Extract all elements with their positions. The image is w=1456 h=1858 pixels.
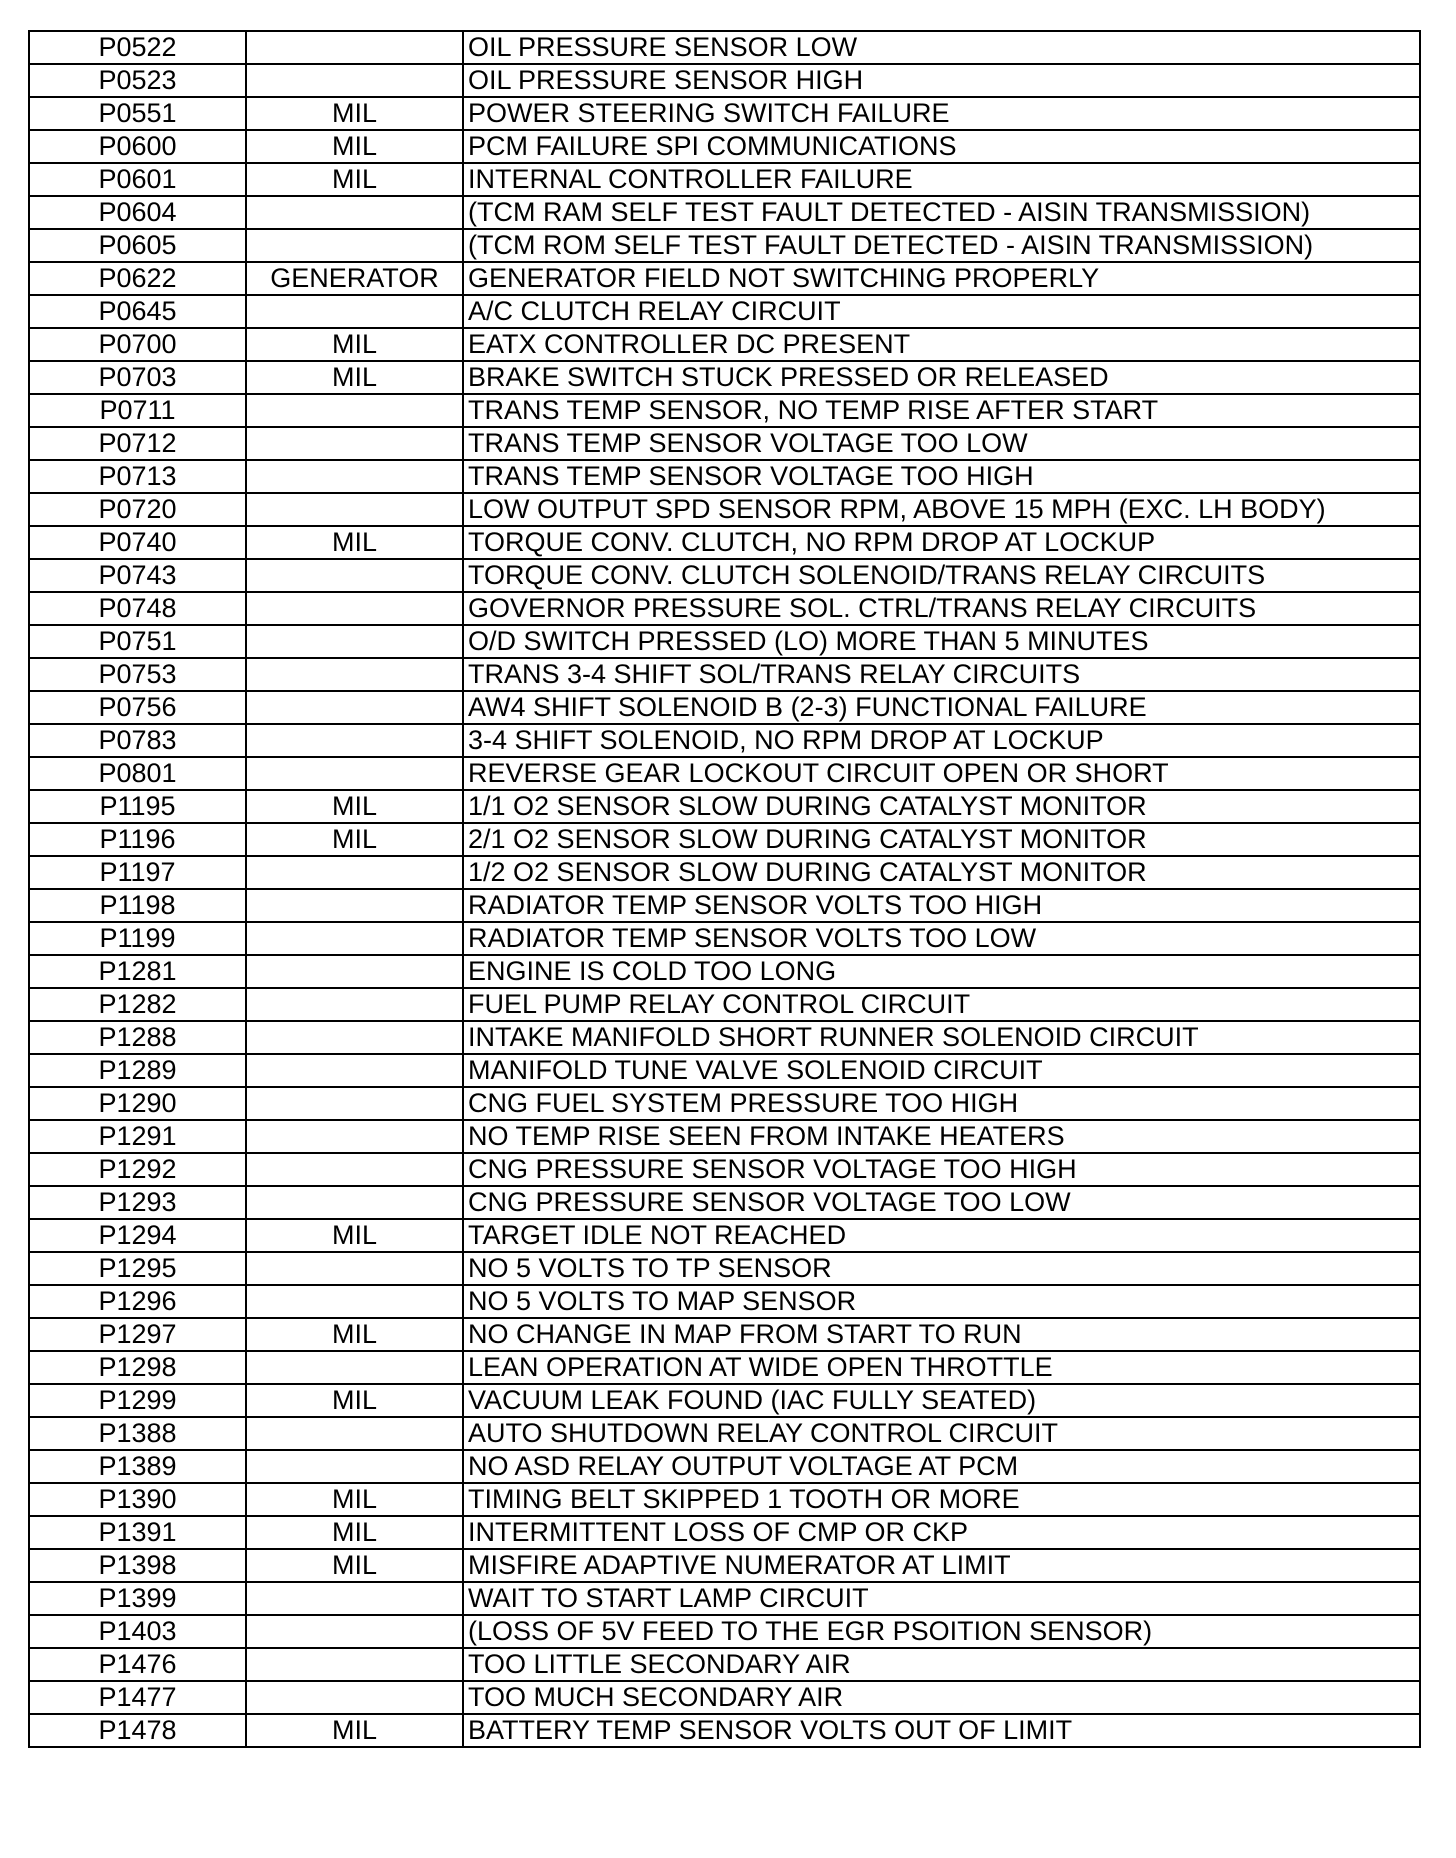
dtc-code-cell: P0713 [29, 460, 246, 493]
mil-indicator-cell [246, 229, 463, 262]
fault-description-cell: AUTO SHUTDOWN RELAY CONTROL CIRCUIT [463, 1417, 1420, 1450]
dtc-code-cell: P1292 [29, 1153, 246, 1186]
table-row [29, 1087, 1420, 1120]
fault-description-cell: TRANS TEMP SENSOR, NO TEMP RISE AFTER START [463, 394, 1420, 427]
mil-indicator-cell [246, 1054, 463, 1087]
fault-description-cell: ENGINE IS COLD TOO LONG [463, 955, 1420, 988]
mil-indicator-cell [246, 1285, 463, 1318]
table-row [29, 64, 1420, 97]
table-row [29, 823, 1420, 856]
fault-description-cell: (LOSS OF 5V FEED TO THE EGR PSOITION SENSOR) [463, 1615, 1420, 1648]
mil-indicator-cell [246, 64, 463, 97]
table-row [29, 295, 1420, 328]
mil-indicator-cell [246, 1582, 463, 1615]
mil-indicator-cell: MIL [246, 1483, 463, 1516]
fault-description-cell: GENERATOR FIELD NOT SWITCHING PROPERLY [463, 262, 1420, 295]
fault-description-cell: NO CHANGE IN MAP FROM START TO RUN [463, 1318, 1420, 1351]
mil-indicator-cell [246, 460, 463, 493]
dtc-code-cell: P1298 [29, 1351, 246, 1384]
fault-description-cell: TRANS 3-4 SHIFT SOL/TRANS RELAY CIRCUITS [463, 658, 1420, 691]
mil-indicator-cell [246, 394, 463, 427]
dtc-code-cell: P1391 [29, 1516, 246, 1549]
table-row [29, 196, 1420, 229]
fault-description-cell: CNG FUEL SYSTEM PRESSURE TOO HIGH [463, 1087, 1420, 1120]
table-row [29, 394, 1420, 427]
table-row [29, 1549, 1420, 1582]
table-row [29, 328, 1420, 361]
table-row [29, 229, 1420, 262]
table-row [29, 163, 1420, 196]
table-row [29, 1351, 1420, 1384]
mil-indicator-cell [246, 922, 463, 955]
dtc-code-cell: P1388 [29, 1417, 246, 1450]
dtc-code-cell: P1476 [29, 1648, 246, 1681]
mil-indicator-cell: MIL [246, 1549, 463, 1582]
table-row [29, 1384, 1420, 1417]
dtc-code-cell: P1293 [29, 1186, 246, 1219]
table-row [29, 658, 1420, 691]
mil-indicator-cell: MIL [246, 361, 463, 394]
table-row [29, 1681, 1420, 1714]
fault-description-cell: MISFIRE ADAPTIVE NUMERATOR AT LIMIT [463, 1549, 1420, 1582]
mil-indicator-cell [246, 1351, 463, 1384]
mil-indicator-cell [246, 625, 463, 658]
mil-indicator-cell [246, 1021, 463, 1054]
fault-description-cell: 3-4 SHIFT SOLENOID, NO RPM DROP AT LOCKUP [463, 724, 1420, 757]
table-row [29, 955, 1420, 988]
dtc-code-cell: P1297 [29, 1318, 246, 1351]
dtc-code-cell: P0600 [29, 130, 246, 163]
table-row [29, 1054, 1420, 1087]
dtc-code-cell: P1199 [29, 922, 246, 955]
mil-indicator-cell [246, 559, 463, 592]
fault-description-cell: LOW OUTPUT SPD SENSOR RPM, ABOVE 15 MPH (EXC. LH BODY) [463, 493, 1420, 526]
fault-description-cell: BATTERY TEMP SENSOR VOLTS OUT OF LIMIT [463, 1714, 1420, 1747]
dtc-table [28, 30, 1421, 1748]
dtc-code-cell: P0751 [29, 625, 246, 658]
dtc-code-cell: P1282 [29, 988, 246, 1021]
dtc-code-cell: P1295 [29, 1252, 246, 1285]
mil-indicator-cell: MIL [246, 130, 463, 163]
fault-description-cell: WAIT TO START LAMP CIRCUIT [463, 1582, 1420, 1615]
table-row [29, 724, 1420, 757]
table-row [29, 427, 1420, 460]
table-row [29, 493, 1420, 526]
mil-indicator-cell [246, 1252, 463, 1285]
dtc-code-cell: P1291 [29, 1120, 246, 1153]
dtc-code-cell: P0645 [29, 295, 246, 328]
table-row [29, 625, 1420, 658]
fault-description-cell: 1/2 O2 SENSOR SLOW DURING CATALYST MONITOR [463, 856, 1420, 889]
fault-description-cell: A/C CLUTCH RELAY CIRCUIT [463, 295, 1420, 328]
table-row [29, 361, 1420, 394]
mil-indicator-cell [246, 1153, 463, 1186]
fault-description-cell: (TCM RAM SELF TEST FAULT DETECTED - AISIN TRANSMISSION) [463, 196, 1420, 229]
fault-description-cell: TIMING BELT SKIPPED 1 TOOTH OR MORE [463, 1483, 1420, 1516]
mil-indicator-cell [246, 427, 463, 460]
fault-description-cell: GOVERNOR PRESSURE SOL. CTRL/TRANS RELAY CIRCUITS [463, 592, 1420, 625]
fault-description-cell: INTERNAL CONTROLLER FAILURE [463, 163, 1420, 196]
fault-description-cell: TORQUE CONV. CLUTCH SOLENOID/TRANS RELAY CIRCUITS [463, 559, 1420, 592]
fault-description-cell: (TCM ROM SELF TEST FAULT DETECTED - AISIN TRANSMISSION) [463, 229, 1420, 262]
table-row [29, 889, 1420, 922]
mil-indicator-cell: MIL [246, 526, 463, 559]
dtc-code-cell: P0703 [29, 361, 246, 394]
table-row [29, 1186, 1420, 1219]
mil-indicator-cell [246, 1186, 463, 1219]
dtc-code-cell: P1289 [29, 1054, 246, 1087]
fault-description-cell: BRAKE SWITCH STUCK PRESSED OR RELEASED [463, 361, 1420, 394]
dtc-code-cell: P1477 [29, 1681, 246, 1714]
mil-indicator-cell [246, 1450, 463, 1483]
dtc-code-cell: P1196 [29, 823, 246, 856]
table-row [29, 1582, 1420, 1615]
mil-indicator-cell: MIL [246, 1318, 463, 1351]
dtc-code-cell: P1390 [29, 1483, 246, 1516]
mil-indicator-cell [246, 1417, 463, 1450]
dtc-code-cell: P1389 [29, 1450, 246, 1483]
mil-indicator-cell [246, 988, 463, 1021]
mil-indicator-cell [246, 295, 463, 328]
dtc-code-cell: P0783 [29, 724, 246, 757]
table-row [29, 922, 1420, 955]
dtc-code-cell: P1398 [29, 1549, 246, 1582]
fault-description-cell: 1/1 O2 SENSOR SLOW DURING CATALYST MONITOR [463, 790, 1420, 823]
fault-description-cell: FUEL PUMP RELAY CONTROL CIRCUIT [463, 988, 1420, 1021]
fault-description-cell: VACUUM LEAK FOUND (IAC FULLY SEATED) [463, 1384, 1420, 1417]
table-row [29, 1285, 1420, 1318]
fault-description-cell: NO 5 VOLTS TO TP SENSOR [463, 1252, 1420, 1285]
mil-indicator-cell: MIL [246, 823, 463, 856]
fault-description-cell: 2/1 O2 SENSOR SLOW DURING CATALYST MONITOR [463, 823, 1420, 856]
fault-description-cell: NO TEMP RISE SEEN FROM INTAKE HEATERS [463, 1120, 1420, 1153]
dtc-code-cell: P1399 [29, 1582, 246, 1615]
mil-indicator-cell [246, 955, 463, 988]
fault-description-cell: O/D SWITCH PRESSED (LO) MORE THAN 5 MINUTES [463, 625, 1420, 658]
mil-indicator-cell: MIL [246, 1219, 463, 1252]
table-row [29, 31, 1420, 64]
table-row [29, 559, 1420, 592]
fault-description-cell: POWER STEERING SWITCH FAILURE [463, 97, 1420, 130]
table-row [29, 130, 1420, 163]
table-row [29, 856, 1420, 889]
mil-indicator-cell [246, 889, 463, 922]
dtc-table-body [29, 31, 1420, 1747]
table-row [29, 262, 1420, 295]
table-row [29, 1648, 1420, 1681]
mil-indicator-cell [246, 856, 463, 889]
fault-description-cell: INTAKE MANIFOLD SHORT RUNNER SOLENOID CIRCUIT [463, 1021, 1420, 1054]
fault-description-cell: PCM FAILURE SPI COMMUNICATIONS [463, 130, 1420, 163]
fault-description-cell: MANIFOLD TUNE VALVE SOLENOID CIRCUIT [463, 1054, 1420, 1087]
fault-description-cell: TRANS TEMP SENSOR VOLTAGE TOO HIGH [463, 460, 1420, 493]
mil-indicator-cell: MIL [246, 1384, 463, 1417]
fault-description-cell: TOO LITTLE SECONDARY AIR [463, 1648, 1420, 1681]
fault-description-cell: TRANS TEMP SENSOR VOLTAGE TOO LOW [463, 427, 1420, 460]
fault-description-cell: OIL PRESSURE SENSOR HIGH [463, 64, 1420, 97]
fault-description-cell: REVERSE GEAR LOCKOUT CIRCUIT OPEN OR SHORT [463, 757, 1420, 790]
fault-description-cell: TOO MUCH SECONDARY AIR [463, 1681, 1420, 1714]
dtc-code-cell: P1294 [29, 1219, 246, 1252]
dtc-code-cell: P0712 [29, 427, 246, 460]
fault-description-cell: RADIATOR TEMP SENSOR VOLTS TOO HIGH [463, 889, 1420, 922]
dtc-code-cell: P0551 [29, 97, 246, 130]
dtc-code-cell: P0720 [29, 493, 246, 526]
dtc-code-cell: P1296 [29, 1285, 246, 1318]
table-row [29, 691, 1420, 724]
mil-indicator-cell: MIL [246, 97, 463, 130]
mil-indicator-cell: MIL [246, 328, 463, 361]
table-row [29, 1615, 1420, 1648]
mil-indicator-cell [246, 658, 463, 691]
table-row [29, 1153, 1420, 1186]
mil-indicator-cell [246, 196, 463, 229]
table-row [29, 1516, 1420, 1549]
dtc-code-cell: P1288 [29, 1021, 246, 1054]
mil-indicator-cell [246, 31, 463, 64]
table-row [29, 1450, 1420, 1483]
fault-description-cell: TORQUE CONV. CLUTCH, NO RPM DROP AT LOCKUP [463, 526, 1420, 559]
dtc-code-cell: P0622 [29, 262, 246, 295]
dtc-code-cell: P0523 [29, 64, 246, 97]
table-row [29, 1120, 1420, 1153]
dtc-code-cell: P1197 [29, 856, 246, 889]
dtc-code-cell: P0743 [29, 559, 246, 592]
table-row [29, 790, 1420, 823]
mil-indicator-cell [246, 691, 463, 724]
table-row [29, 526, 1420, 559]
mil-indicator-cell: MIL [246, 790, 463, 823]
dtc-code-cell: P0748 [29, 592, 246, 625]
mil-indicator-cell [246, 592, 463, 625]
dtc-code-cell: P0801 [29, 757, 246, 790]
fault-description-cell: LEAN OPERATION AT WIDE OPEN THROTTLE [463, 1351, 1420, 1384]
dtc-code-cell: P0601 [29, 163, 246, 196]
fault-description-cell: RADIATOR TEMP SENSOR VOLTS TOO LOW [463, 922, 1420, 955]
fault-description-cell: TARGET IDLE NOT REACHED [463, 1219, 1420, 1252]
mil-indicator-cell [246, 724, 463, 757]
mil-indicator-cell: GENERATOR [246, 262, 463, 295]
table-row [29, 1318, 1420, 1351]
mil-indicator-cell [246, 1648, 463, 1681]
dtc-code-cell: P0740 [29, 526, 246, 559]
fault-description-cell: NO 5 VOLTS TO MAP SENSOR [463, 1285, 1420, 1318]
table-row [29, 1483, 1420, 1516]
dtc-code-cell: P1281 [29, 955, 246, 988]
mil-indicator-cell [246, 757, 463, 790]
table-row [29, 1714, 1420, 1747]
table-row [29, 460, 1420, 493]
mil-indicator-cell [246, 1615, 463, 1648]
mil-indicator-cell: MIL [246, 163, 463, 196]
dtc-code-cell: P0711 [29, 394, 246, 427]
mil-indicator-cell [246, 1087, 463, 1120]
dtc-code-cell: P0753 [29, 658, 246, 691]
dtc-code-cell: P0604 [29, 196, 246, 229]
dtc-code-cell: P0756 [29, 691, 246, 724]
table-row [29, 97, 1420, 130]
fault-description-cell: CNG PRESSURE SENSOR VOLTAGE TOO HIGH [463, 1153, 1420, 1186]
table-row [29, 1252, 1420, 1285]
dtc-code-cell: P0605 [29, 229, 246, 262]
mil-indicator-cell: MIL [246, 1516, 463, 1549]
table-row [29, 1417, 1420, 1450]
fault-description-cell: OIL PRESSURE SENSOR LOW [463, 31, 1420, 64]
dtc-code-cell: P1299 [29, 1384, 246, 1417]
mil-indicator-cell [246, 1120, 463, 1153]
table-row [29, 1021, 1420, 1054]
fault-description-cell: INTERMITTENT LOSS OF CMP OR CKP [463, 1516, 1420, 1549]
mil-indicator-cell [246, 1681, 463, 1714]
fault-description-cell: CNG PRESSURE SENSOR VOLTAGE TOO LOW [463, 1186, 1420, 1219]
mil-indicator-cell [246, 493, 463, 526]
table-row [29, 757, 1420, 790]
fault-description-cell: NO ASD RELAY OUTPUT VOLTAGE AT PCM [463, 1450, 1420, 1483]
dtc-code-cell: P1403 [29, 1615, 246, 1648]
mil-indicator-cell: MIL [246, 1714, 463, 1747]
dtc-code-cell: P0522 [29, 31, 246, 64]
dtc-code-cell: P0700 [29, 328, 246, 361]
table-row [29, 988, 1420, 1021]
dtc-code-cell: P1290 [29, 1087, 246, 1120]
table-row [29, 1219, 1420, 1252]
dtc-code-cell: P1198 [29, 889, 246, 922]
dtc-code-cell: P1195 [29, 790, 246, 823]
dtc-code-cell: P1478 [29, 1714, 246, 1747]
fault-description-cell: EATX CONTROLLER DC PRESENT [463, 328, 1420, 361]
table-row [29, 592, 1420, 625]
fault-description-cell: AW4 SHIFT SOLENOID B (2-3) FUNCTIONAL FAILURE [463, 691, 1420, 724]
